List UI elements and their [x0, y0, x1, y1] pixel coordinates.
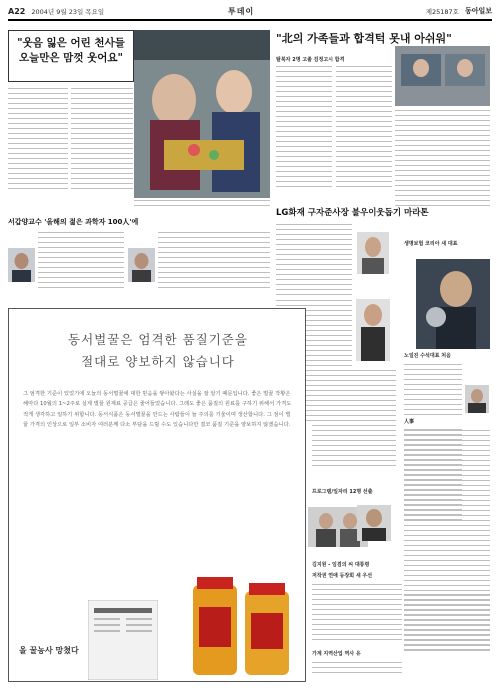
edition-number: 제25187호: [425, 7, 459, 16]
lower-right-body-2: [312, 662, 402, 677]
story-mid-right-col3: [312, 370, 396, 470]
masthead: [8, 4, 492, 18]
ad-headline: 동서벌꿀은 엄격한 품질기준을 절대로 양보하지 않습니다: [68, 332, 248, 369]
story-top-left-body-2: [71, 88, 133, 193]
story-mid-right-headline: LG화재 구자준사장 불우이웃돕기 마라톤: [276, 208, 429, 218]
story-top-right-col1: [276, 66, 332, 191]
issue-date: 2004년 9월 23일 목요일: [31, 7, 105, 16]
portrait-photo-6: [357, 505, 391, 541]
portrait-photo-4: [465, 385, 489, 413]
story-mid-right-col1: [276, 224, 352, 299]
story-top-left-body: [8, 88, 68, 193]
lower-right-item-4: 가계 지역산업 역사 유: [312, 650, 402, 657]
lower-right-item-3: 저작권 연애 등장회 새 우선: [312, 572, 402, 579]
story-mid-left-headline: 서갑양교수 '올해의 젊은 과학자 100人'에: [8, 218, 139, 226]
ad-slogan: 올 꿀농사 망쳤다: [19, 646, 79, 655]
honey-bottles-icon: [187, 577, 299, 679]
sidebar-item-2: 노일진 수석대표 처음: [404, 352, 490, 359]
lower-right-item-1: 프로그램/일자리 12명 선출: [312, 488, 402, 495]
sidebar-item-1: 생명보험 코리아 새 대표: [404, 240, 490, 247]
story-top-left: [8, 30, 134, 82]
personnel-section: 人事: [404, 418, 490, 425]
story-top-right-col2: [336, 66, 392, 191]
portrait-photo-5: [356, 299, 390, 361]
photo-caption: [134, 200, 270, 210]
story-top-right-headline: "北의 가족들과 합격턱 못내 아쉬워": [276, 32, 452, 45]
story-mid-left-col1: [38, 232, 124, 292]
story-mid-right: [276, 206, 490, 218]
page-number: A22: [8, 6, 26, 16]
trophy-photo: [416, 259, 490, 349]
story-top-right-subhead: 탈북자 2명 고졸 검정고시 합격: [276, 57, 345, 63]
story-mid-left: [8, 217, 248, 227]
story-mid-left-col2: [158, 232, 270, 292]
tv-broadcast-photo: [395, 46, 490, 106]
lower-right-item-2: 김지원 - 임겸의 씨 대통령: [312, 561, 402, 568]
story-top-right-col3: [395, 110, 490, 210]
newspaper-clip-icon: [88, 600, 158, 680]
portrait-photo-3: [357, 232, 389, 274]
masthead-rule: [8, 19, 492, 21]
story-top-left-headline: "웃음 잃은 어린 천사들 오늘만은 맘껏 웃어요": [17, 37, 125, 64]
portrait-photo-1: [8, 248, 35, 282]
portrait-photo-2: [128, 248, 155, 282]
personnel-body: [404, 430, 490, 654]
children-photo: [134, 30, 270, 198]
section-title: 투데이: [228, 6, 255, 16]
newspaper-logo: 동아일보: [464, 7, 492, 15]
lower-right-body: [312, 584, 402, 644]
ad-body-text: 그 엄격한 기준이 있었기에 오늘의 동서벌꿀에 대한 믿음을 쌓아왔다는 사실을 잘 알기 때문입니다. 좋은 벌꿀 작황은 해마다 10월의 1~2주로 실제 벌꿀 원재료 공급은 줄어들었습니다. 그래도 좋은 품질의 원료를 구하기 위해서 가격도 적게 생각하고 일하기 위합니다. 동서식품은 동서벌꿀을 만드는 사람들이 늘 주의를 기울이며 생산합니다. 그 점이 벌꿀 가격의 인상으로 일부 소비자 여러분께 다소 부담을 드릴 수도 있습니다만 결코 품질 기준을 양보하지 않겠습니다.: [23, 391, 292, 429]
